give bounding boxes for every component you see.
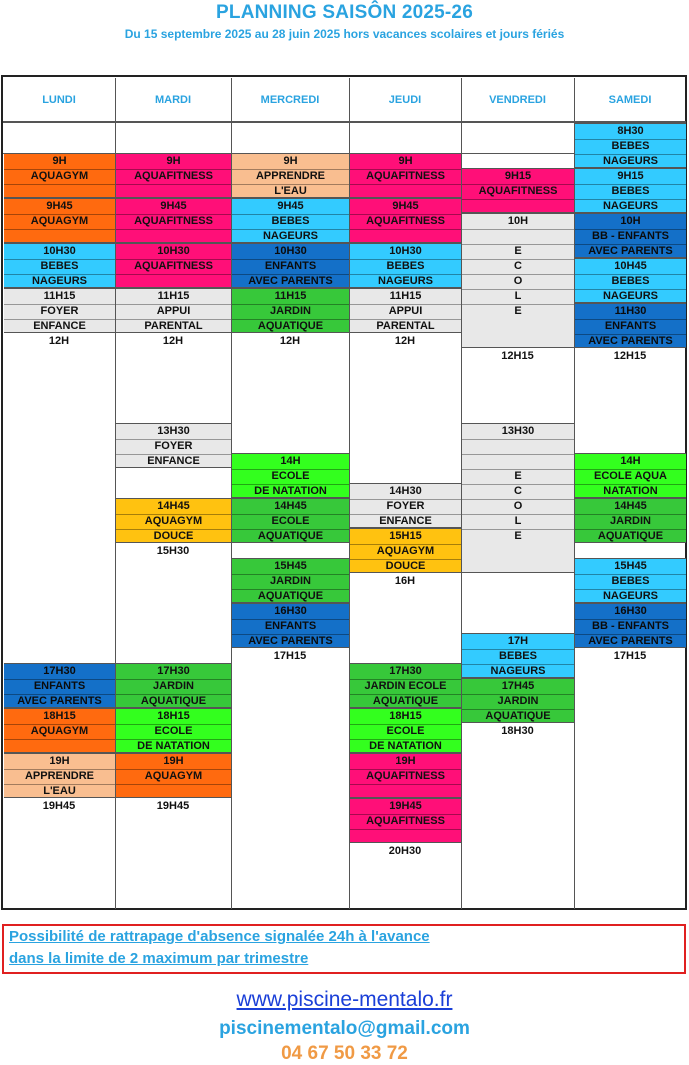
end-time-label: 18H30 [501,725,534,737]
activity-block [350,198,461,243]
activity-time: 11H15 [232,289,349,305]
activity-time: 18H15 [116,709,231,725]
activity-label: BEBES [575,139,686,155]
activity-label: AQUATIQUE [140,695,207,707]
activity-label: L [462,289,574,305]
activity-label: ENFANTS [232,259,349,275]
activity-block [4,243,115,288]
activity-label: FOYER [116,439,231,455]
activity-time: 17H [462,634,574,650]
activity-time: 9H [232,154,349,170]
activity-label: PARENTAL [144,320,203,332]
end-time-label: 12H15 [501,350,534,362]
activity-time: 19H [4,754,115,770]
activity-label: AVEC PARENTS [17,695,102,707]
day-header: MARDI [115,78,231,122]
activity-block [232,198,349,243]
activity-block [232,153,349,198]
activity-block [350,663,461,708]
activity-label: JARDIN [232,304,349,320]
page-subtitle: Du 15 septembre 2025 au 28 juin 2025 hors vacances scolaires et jours fériés [124,27,565,41]
activity-block [350,288,461,333]
activity-block [116,243,231,288]
end-time-label: 19H45 [156,800,190,812]
activity-block [232,453,349,498]
activity-block [232,603,349,648]
activity-time: 19H45 [350,799,461,815]
activity-label: E [462,244,574,260]
activity-time: 16H30 [232,604,349,620]
activity-label: BEBES [462,649,574,665]
activity-label: AQUAGYM [350,544,461,560]
activity-block [232,558,349,603]
activity-block [575,123,686,168]
activity-block [232,288,349,333]
activity-label: BEBES [575,574,686,590]
activity-time: 11H15 [116,289,231,305]
activity-time: 15H45 [575,559,686,575]
end-time-label: 12H [48,335,70,347]
activity-label: NAGEURS [602,290,658,302]
activity-label: BEBES [350,259,461,275]
activity-block [4,153,115,198]
activity-block [232,243,349,288]
activity-time: 10H45 [575,259,686,275]
website-link[interactable]: www.piscine-mentalo.fr [236,988,453,1011]
activity-label: NAGEURS [377,275,433,287]
activity-time: 9H15 [575,169,686,185]
activity-label: JARDIN [462,694,574,710]
activity-label: NAGEURS [602,200,658,212]
activity-block [4,288,115,333]
activity-time: 9H45 [4,199,115,215]
activity-block [350,153,461,198]
activity-label: AQUAFITNESS [462,184,574,200]
activity-block [462,678,574,723]
activity-block [462,423,574,573]
activity-time: 18H15 [350,709,461,725]
activity-label: DE NATATION [369,740,442,752]
activity-label: AQUAFITNESS [116,169,231,185]
activity-block [350,798,461,843]
activity-block [462,633,574,678]
activity-time: 10H30 [350,244,461,260]
activity-block [232,498,349,543]
activity-block [4,663,115,708]
activity-time: 11H30 [575,304,686,320]
activity-time: 13H30 [462,424,574,440]
activity-label: AQUATIQUE [257,320,324,332]
activity-label: AQUAGYM [4,724,115,740]
activity-label: BEBES [575,274,686,290]
activity-label: AQUAFITNESS [116,259,231,275]
activity-time: 10H30 [116,244,231,260]
page-title: PLANNING SAISÔN 2025-26 [216,2,473,23]
activity-label: C [462,484,574,500]
activity-block [462,168,574,213]
activity-time: 14H45 [116,499,231,515]
activity-time: 14H45 [232,499,349,515]
activity-label: ECOLE [116,724,231,740]
activity-block [116,753,231,798]
activity-block [350,708,461,753]
activity-label: FOYER [4,304,115,320]
activity-label: NATATION [603,485,658,497]
activity-block [116,153,231,198]
activity-time: 10H30 [232,244,349,260]
notice-box [2,924,686,974]
activity-label: AQUATIQUE [257,530,324,542]
email-address: piscinementalo@gmail.com [219,1018,470,1039]
activity-label: AVEC PARENTS [588,245,673,257]
activity-label: AVEC PARENTS [588,335,673,347]
day-header: LUNDI [3,78,115,122]
activity-label: AQUAFITNESS [350,769,461,785]
activity-time: 10H30 [4,244,115,260]
end-time-label: 12H [279,335,301,347]
activity-time: 16H30 [575,604,686,620]
activity-label: AQUAGYM [4,169,115,185]
activity-label: O [462,499,574,515]
activity-label: NAGEURS [490,665,546,677]
activity-block [575,453,686,498]
activity-label: ECOLE [232,469,349,485]
activity-time: 14H30 [350,484,461,500]
notice-line-1: Possibilité de rattrapage d'absence signalée 24h à l'avance [9,928,430,945]
activity-label: AQUATIQUE [372,695,439,707]
activity-time: 17H30 [4,664,115,680]
activity-time: 19H [350,754,461,770]
activity-block [116,198,231,243]
activity-label: NAGEURS [262,230,318,242]
activity-label: JARDIN ECOLE [350,679,461,695]
activity-label: AVEC PARENTS [248,635,333,647]
activity-block [350,528,461,573]
activity-block [575,213,686,258]
end-time-label: 17H15 [613,650,647,662]
activity-label: AQUAGYM [116,514,231,530]
activity-time: 10H [462,214,574,230]
activity-label: AQUATIQUE [257,590,324,602]
activity-time: 17H45 [462,679,574,695]
activity-label: AQUATIQUE [597,530,664,542]
end-time-label: 16H [394,575,416,587]
activity-block [575,603,686,648]
activity-label: O [462,274,574,290]
activity-label: L [462,514,574,530]
activity-label: AQUAGYM [116,769,231,785]
activity-time: 15H45 [232,559,349,575]
activity-label: ENFANCE [147,455,200,467]
activity-label: DE NATATION [137,740,210,752]
activity-label: L'EAU [43,785,76,797]
activity-time: 8H30 [575,124,686,140]
activity-label: BEBES [4,259,115,275]
day-header: SAMEDI [574,78,686,122]
activity-block [462,213,574,348]
activity-time: 18H15 [4,709,115,725]
activity-label: AQUAFITNESS [350,214,461,230]
activity-block [575,168,686,213]
activity-label [462,229,574,245]
activity-time: 9H45 [116,199,231,215]
activity-time: 19H [116,754,231,770]
end-time-label: 12H [394,335,416,347]
activity-label: ECOLE AQUA [575,469,686,485]
activity-label: AQUAFITNESS [350,814,461,830]
activity-block [116,423,231,468]
activity-label: APPUI [116,304,231,320]
activity-label: APPRENDRE [232,169,349,185]
activity-label: JARDIN [575,514,686,530]
activity-block [350,483,461,528]
end-time-label: 17H15 [273,650,307,662]
activity-block [350,753,461,798]
day-header: MERCREDI [231,78,349,122]
activity-label: BEBES [232,214,349,230]
notice-line-2: dans la limite de 2 maximum par trimestre [9,950,309,967]
activity-time: 9H15 [462,169,574,185]
activity-time: 17H30 [116,664,231,680]
activity-label: NAGEURS [602,155,658,167]
end-time-label: 15H30 [156,545,190,557]
activity-time: 15H15 [350,529,461,545]
activity-label: BEBES [575,184,686,200]
activity-label: AVEC PARENTS [248,275,333,287]
activity-label: DOUCE [385,560,426,572]
end-time-label: 12H [162,335,184,347]
activity-time: 9H [116,154,231,170]
activity-label: APPUI [350,304,461,320]
activity-time: 14H45 [575,499,686,515]
activity-block [575,498,686,543]
activity-block [575,303,686,348]
activity-label: ENFANTS [575,319,686,335]
activity-label: L'EAU [274,185,307,197]
activity-label: AQUAFITNESS [350,169,461,185]
activity-label: E [514,530,522,542]
activity-time: 9H45 [350,199,461,215]
activity-label: E [462,469,574,485]
activity-time: 9H45 [232,199,349,215]
activity-time: 14H [232,454,349,470]
activity-time: 9H [4,154,115,170]
day-header: JEUDI [349,78,461,122]
activity-block [575,558,686,603]
activity-block [4,198,115,243]
activity-label: AQUATIQUE [485,710,551,722]
activity-time: 9H [350,154,461,170]
activity-label: JARDIN [232,574,349,590]
activity-label: ENFANCE [33,320,86,332]
activity-label: NAGEURS [602,590,658,602]
activity-label: ENFANTS [4,679,115,695]
activity-block [350,243,461,288]
activity-label: AQUAFITNESS [116,214,231,230]
row-line [461,153,574,154]
activity-label: NAGEURS [31,275,87,287]
activity-time: 17H30 [350,664,461,680]
activity-label: APPRENDRE [4,769,115,785]
activity-block [4,708,115,753]
end-time-label: 12H15 [613,350,647,362]
activity-label: DE NATATION [254,485,327,497]
activity-label: FOYER [350,499,461,515]
phone-number: 04 67 50 33 72 [281,1043,408,1064]
activity-label: AQUAGYM [4,214,115,230]
end-time-label: 19H45 [42,800,76,812]
activity-label: ENFANCE [379,515,432,527]
activity-block [116,663,231,708]
activity-time: 10H [575,214,686,230]
activity-label: ENFANTS [232,619,349,635]
activity-label: BB - ENFANTS [575,619,686,635]
activity-label: AVEC PARENTS [588,635,673,647]
activity-label: JARDIN [116,679,231,695]
activity-label: PARENTAL [376,320,435,332]
activity-block [575,258,686,303]
activity-label [462,439,574,455]
activity-block [116,288,231,333]
activity-label: ECOLE [350,724,461,740]
activity-time: 13H30 [116,424,231,440]
activity-label: ECOLE [232,514,349,530]
activity-label: BB - ENFANTS [575,229,686,245]
activity-label [462,454,574,470]
end-time-label: 20H30 [388,845,422,857]
activity-time: 14H [575,454,686,470]
activity-label: C [462,259,574,275]
day-header: VENDREDI [461,78,574,122]
activity-label: DOUCE [153,530,194,542]
activity-block [116,498,231,543]
activity-block [4,753,115,798]
activity-time: 11H15 [350,289,461,305]
activity-block [116,708,231,753]
activity-label: E [514,305,522,317]
activity-time: 11H15 [4,289,115,305]
